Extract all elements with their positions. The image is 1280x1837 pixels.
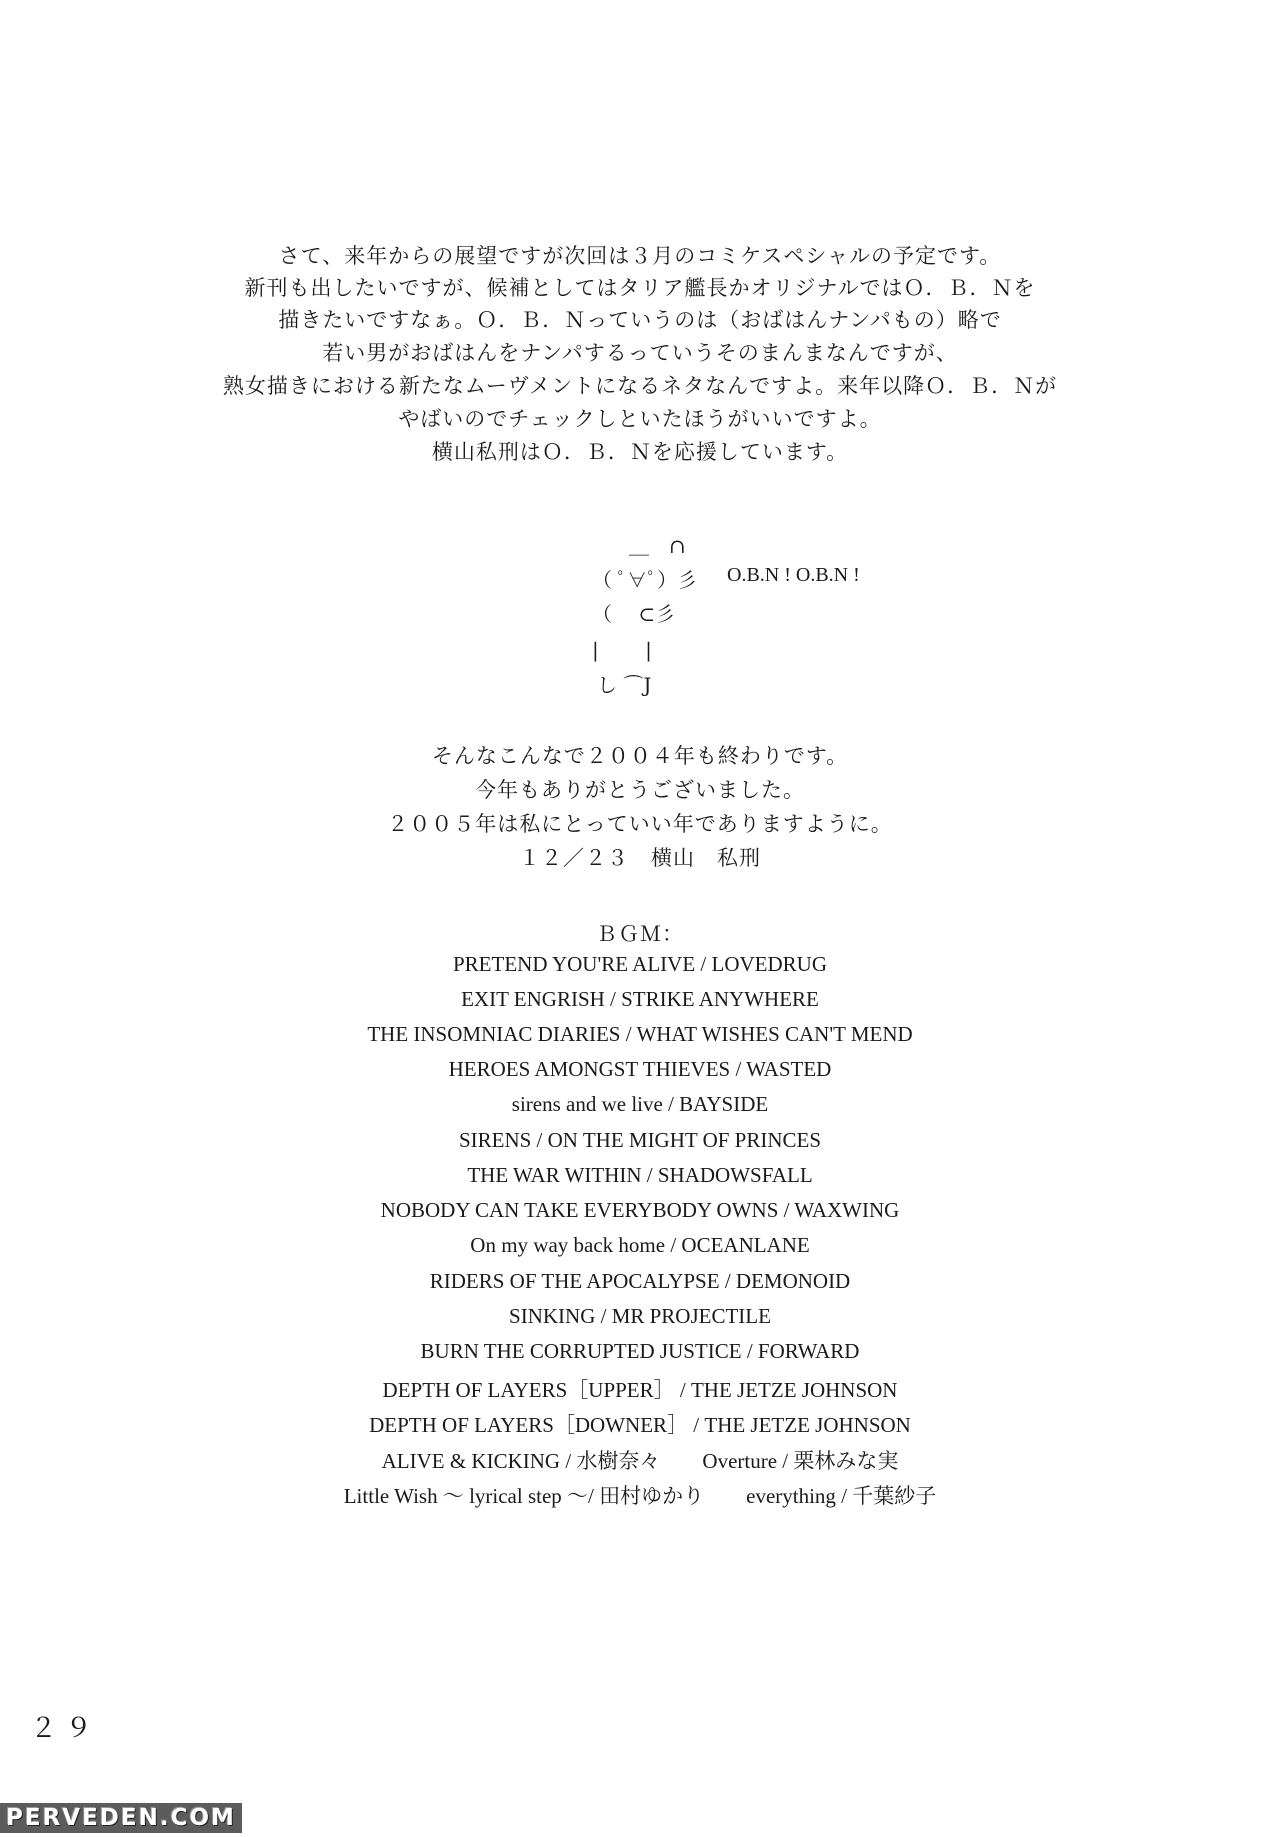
letter-line: 横山私刑はＯ．Ｂ．Ｎを応援しています。 <box>431 440 849 464</box>
letter-line: 新刊も出したいですが、候補としてはタリア艦長かオリジナルではＯ．Ｂ．Ｎを <box>244 276 1036 300</box>
closing-line: ２００５年は私にとっていい年でありますように。 <box>387 812 893 836</box>
bgm-track: NOBODY CAN TAKE EVERYBODY OWNS / WAXWING <box>380 1198 900 1222</box>
ascii-art-line: （ ﾟ∀ﾟ）彡 <box>592 568 698 592</box>
bgm-track: THE WAR WITHIN / SHADOWSFALL <box>467 1163 813 1187</box>
closing-line: そんなこんなで２００４年も終わりです。 <box>431 744 849 768</box>
bgm-track: Little Wish ～ lyrical step ～/ 田村ゆかり everything / 千葉紗子 <box>343 1484 937 1508</box>
letter-line: さて、来年からの展望ですが次回は３月のコミケスペシャルの予定です。 <box>278 244 1002 268</box>
letter-line: やばいのでチェックしといたほうがいいですよ。 <box>398 407 882 431</box>
letter-line: 描きたいですなぁ。Ｏ．Ｂ．Ｎっていうのは（おばはんナンパもの）略で <box>278 308 1002 332</box>
ascii-art-line: （ ⊂彡 <box>592 602 676 626</box>
bgm-track: RIDERS OF THE APOCALYPSE / DEMONOID <box>429 1269 851 1293</box>
ascii-art-chant: O.B.N ! O.B.N ! <box>727 564 860 586</box>
bgm-track: On my way back home / OCEANLANE <box>470 1233 810 1257</box>
bgm-track: THE INSOMNIAC DIARIES / WHAT WISHES CAN'T MEND <box>367 1022 913 1046</box>
bgm-track: DEPTH OF LAYERS［UPPER］ / THE JETZE JOHNSON <box>382 1378 898 1402</box>
bgm-track: ALIVE & KICKING / 水樹奈々 Overture / 栗林みな実 <box>381 1449 899 1473</box>
ascii-art-line: し ⌒J <box>597 673 652 697</box>
bgm-track: PRETEND YOU'RE ALIVE / LOVEDRUG <box>453 952 827 976</box>
letter-line: 熟女描きにおける新たなムーヴメントになるネタなんですよ。来年以降Ｏ．Ｂ．Ｎが <box>222 374 1058 398</box>
bgm-heading: ＢＧＭ： <box>596 922 684 946</box>
bgm-track: SINKING / MR PROJECTILE <box>509 1304 771 1328</box>
ascii-art-line: ＿ ∩ <box>629 534 686 558</box>
letter-line: 若い男がおばはんをナンパするっていうそのまんまなんですが、 <box>322 341 958 365</box>
ascii-art-line: | | <box>592 638 652 662</box>
bgm-track: DEPTH OF LAYERS［DOWNER］ / THE JETZE JOHNSON <box>369 1413 911 1437</box>
bgm-track: HEROES AMONGST THIEVES / WASTED <box>448 1057 832 1081</box>
page-number: ２９ <box>30 1713 100 1744</box>
closing-signature: １２／２３ 横山 私刑 <box>519 846 761 870</box>
closing-line: 今年もありがとうございました。 <box>475 778 805 802</box>
bgm-track: EXIT ENGRISH / STRIKE ANYWHERE <box>461 987 819 1011</box>
site-watermark: PERVEDEN.COM <box>0 1803 242 1833</box>
bgm-track: BURN THE CORRUPTED JUSTICE / FORWARD <box>420 1339 860 1363</box>
bgm-track: sirens and we live / BAYSIDE <box>511 1092 769 1116</box>
bgm-track: SIRENS / ON THE MIGHT OF PRINCES <box>458 1128 822 1152</box>
